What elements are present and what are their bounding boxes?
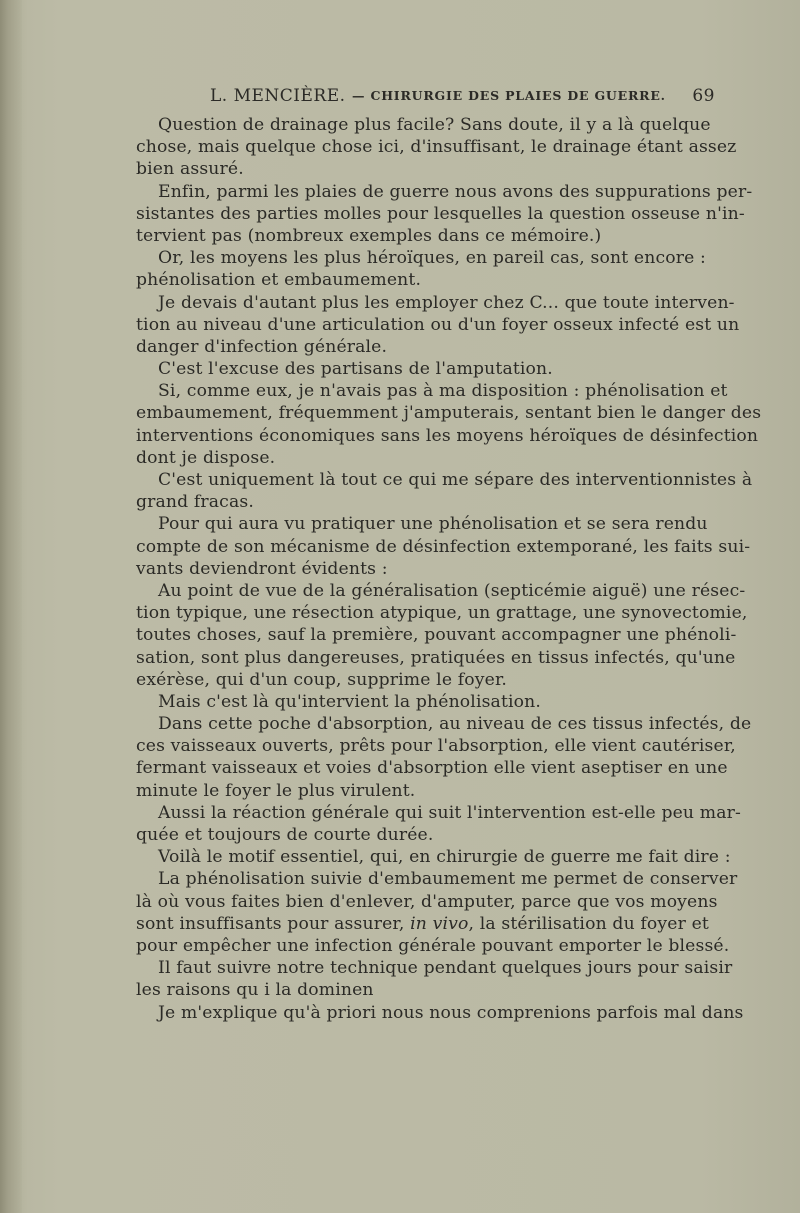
text-line: tion typique, une résection atypique, un grattage, une synovectomie,: [136, 603, 748, 624]
text-line: pour empêcher une infection générale pouvant emporter le blessé.: [136, 935, 730, 956]
text-line: compte de son mécanisme de désinfection extemporané, les faits sui-: [136, 536, 751, 557]
text-line: fermant vaisseaux et voies d'absorption elle vient aseptiser en une: [136, 758, 728, 779]
text-line: sistantes des parties molles pour lesquelles la question osseuse n'in-: [136, 203, 745, 224]
page-binding-edge: [0, 0, 22, 1213]
italic-term: in vivo: [410, 913, 469, 934]
text-line: Voilà le motif essentiel, qui, en chirurgie de guerre me fait dire :: [158, 847, 731, 868]
text-line: tervient pas (nombreux exemples dans ce mémoire.): [136, 225, 602, 246]
text-line: Question de drainage plus facile? Sans doute, il y a là quelque: [158, 115, 711, 135]
text-line: embaumement, fréquemment j'amputerais, sentant bien le danger des: [136, 403, 762, 424]
text-line: Si, comme eux, je n'avais pas à ma disposition : phénolisation et: [158, 381, 728, 402]
page-number: 69: [692, 86, 715, 106]
text-line: La phénolisation suivie d'embaumement me permet de conserver: [158, 869, 738, 890]
text-line: phénolisation et embaumement.: [136, 270, 422, 291]
text-line: Je devais d'autant plus les employer chez C... que toute interven-: [158, 292, 735, 313]
text-line: C'est uniquement là tout ce qui me sépare des interventionnistes à: [158, 470, 753, 490]
text-line: dont je dispose.: [136, 447, 276, 468]
text-line: Aussi la réaction générale qui suit l'intervention est-elle peu mar-: [158, 802, 741, 823]
header-title: — CHIRURGIE DES PLAIES DE GUERRE.: [352, 88, 666, 103]
text-segment: , la stérilisation du foyer et: [468, 913, 709, 934]
text-line: Mais c'est là qu'intervient la phénolisation.: [158, 691, 541, 712]
running-head: [210, 86, 715, 112]
text-line: chose, mais quelque chose ici, d'insuffisant, le drainage étant assez: [136, 137, 737, 158]
header-author: L. MENCIÈRE.: [210, 86, 346, 106]
text-line: Je m'explique qu'à priori nous nous comprenions parfois mal dans: [158, 1002, 744, 1023]
text-line: bien assuré.: [136, 159, 244, 180]
text-line: tion au niveau d'une articulation ou d'un foyer osseux infecté est un: [136, 314, 740, 335]
text-line: toutes choses, sauf la première, pouvant accompagner une phénoli-: [136, 625, 737, 646]
text-line: quée et toujours de courte durée.: [136, 825, 434, 845]
text-line: les raisons qu i la dominen: [136, 980, 374, 1001]
text-line: [136, 913, 709, 935]
text-line: sation, sont plus dangereuses, pratiquées en tissus infectés, qu'une: [136, 647, 736, 668]
text-line: Pour qui aura vu pratiquer une phénolisation et se sera rendu: [158, 514, 708, 535]
text-line: danger d'infection générale.: [136, 336, 388, 357]
text-line: exérèse, qui d'un coup, supprime le foyer.: [136, 669, 508, 690]
text-line: interventions économiques sans les moyens héroïques de désinfection: [136, 425, 759, 446]
text-line: ces vaisseaux ouverts, prêts pour l'absorption, elle vient cautériser,: [136, 736, 736, 757]
text-line: vants deviendront évidents :: [136, 558, 388, 579]
text-segment: sont insuffisants pour assurer,: [136, 913, 411, 934]
text-line: Au point de vue de la généralisation (septicémie aiguë) une résec-: [158, 580, 746, 601]
text-line: Enfin, parmi les plaies de guerre nous avons des suppurations per-: [158, 181, 753, 202]
body-text: [136, 114, 762, 1024]
text-line: Dans cette poche d'absorption, au niveau de ces tissus infectés, de: [158, 714, 752, 735]
text-line: grand fracas.: [136, 492, 254, 513]
text-line: C'est l'excuse des partisans de l'amputation.: [158, 359, 553, 380]
text-line: là où vous faites bien d'enlever, d'amputer, parce que vos moyens: [136, 891, 718, 912]
text-line: Or, les moyens les plus héroïques, en pareil cas, sont encore :: [158, 248, 706, 269]
text-line: minute le foyer le plus virulent.: [136, 780, 416, 801]
text-line: Il faut suivre notre technique pendant quelques jours pour saisir: [158, 958, 733, 979]
